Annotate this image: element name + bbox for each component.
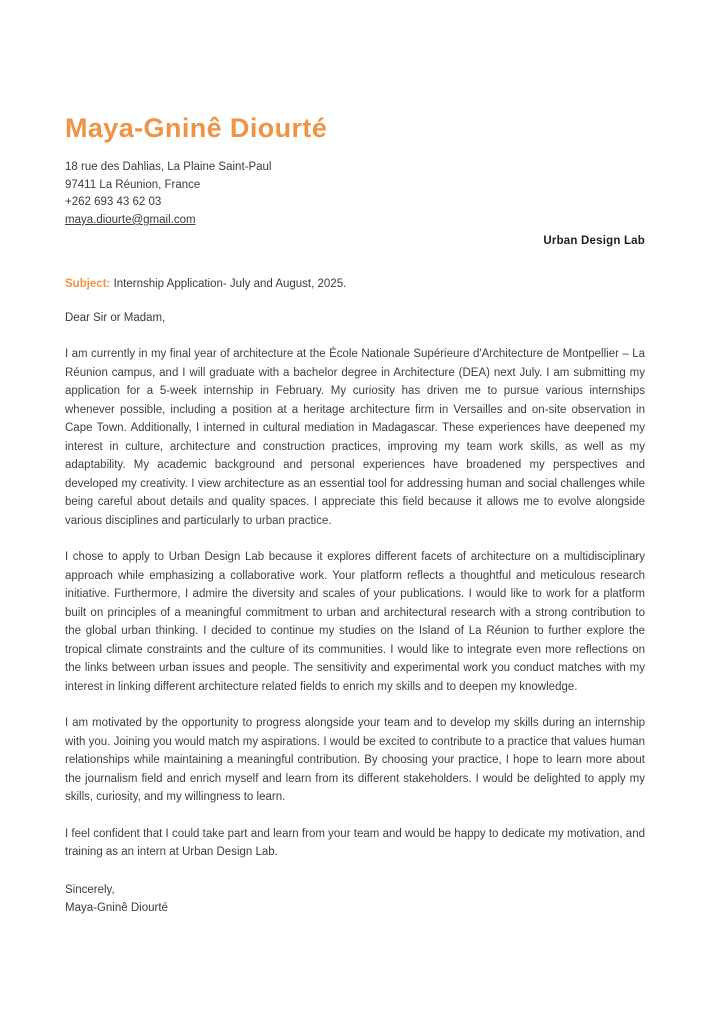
recipient-company: Urban Design Lab <box>543 235 645 248</box>
sender-phone: +262 693 43 62 03 <box>65 196 162 209</box>
letter-paragraph-1: I am currently in my final year of architecture at the École Nationale Supérieure d'Architecture de Montpellier – La Réunion campus, and I will graduate with a bachelor degree in Architecture (DEA) next July. I am submitting my application for a 5-week internship in February. My curiosity has driven me to pursue various internships whenever possible, including a position at a heritage architecture firm in Versailles and on-site observation in Cape Town. Additionally, I interned in cultural mediation in Madagascar. These experiences have deepened my interest in culture, architecture and construction practices, improving my team work skills, as well as my adaptability. My academic background and personal experiences have broadened my perspectives and developed my creativity. I view architecture as an essential tool for addressing human and social challenges while being careful about details and quality spaces. I appreciate this field because it allows me to evolve alongside various disciplines and particularly to urban practice. <box>65 348 645 527</box>
closing-block <box>65 881 645 918</box>
signature-name: Maya-Gninê Diourté <box>65 902 168 915</box>
subject-text: Internship Application- July and August, 2025. <box>113 278 347 291</box>
salutation: Dear Sir or Madam, <box>65 311 166 324</box>
sender-name-heading: Maya-Gninê Diourté <box>65 113 328 143</box>
sender-contact-block <box>65 159 645 229</box>
sender-address-line2: 97411 La Réunion, France <box>65 178 201 191</box>
letter-paragraph-2: I chose to apply to Urban Design Lab because it explores different facets of architecture on a multidisciplinary approach while emphasizing a collaborative work. Your platform reflects a thoughtful and meticulous research initiative. Furthermore, I admire the diversity and scales of your publications. I would like to work for a platform built on principles of a meaningful commitment to urban and architectural research with a strong contribution to the global urban thinking. I decided to continue my studies on the Island of La Réunion to further explore the tropical climate constraints and the culture of its communities. I would like to integrate even more reflections on the links between urban issues and people. The sensitivity and experimental work you conduct matches with my interest in linking different architecture related fields to enrich my skills and to deepen my knowledge. <box>65 551 645 693</box>
sender-address-line1: 18 rue des Dahlias, La Plaine Saint-Paul <box>65 161 272 174</box>
letter-paragraph-4: I feel confident that I could take part and learn from your team and would be happy to dedicate my motivation, and training as an intern at Urban Design Lab. <box>65 827 645 859</box>
subject-line <box>65 275 645 294</box>
sender-email-link[interactable]: maya.diourte@gmail.com <box>65 213 196 226</box>
letter-paragraph-3: I am motivated by the opportunity to progress alongside your team and to develop my skills during an internship with you. Joining you would match my aspirations. I would be excited to contribute to a practice that values human relationships while maintaining a meaningful contribution. By choosing your practice, I hope to learn more about the journalism field and enrich myself and learn from its different stakeholders. I would be delighted to apply my skills, curiosity, and my willingness to learn. <box>65 717 645 804</box>
subject-label: Subject: <box>65 278 111 291</box>
closing-word: Sincerely, <box>65 883 115 896</box>
